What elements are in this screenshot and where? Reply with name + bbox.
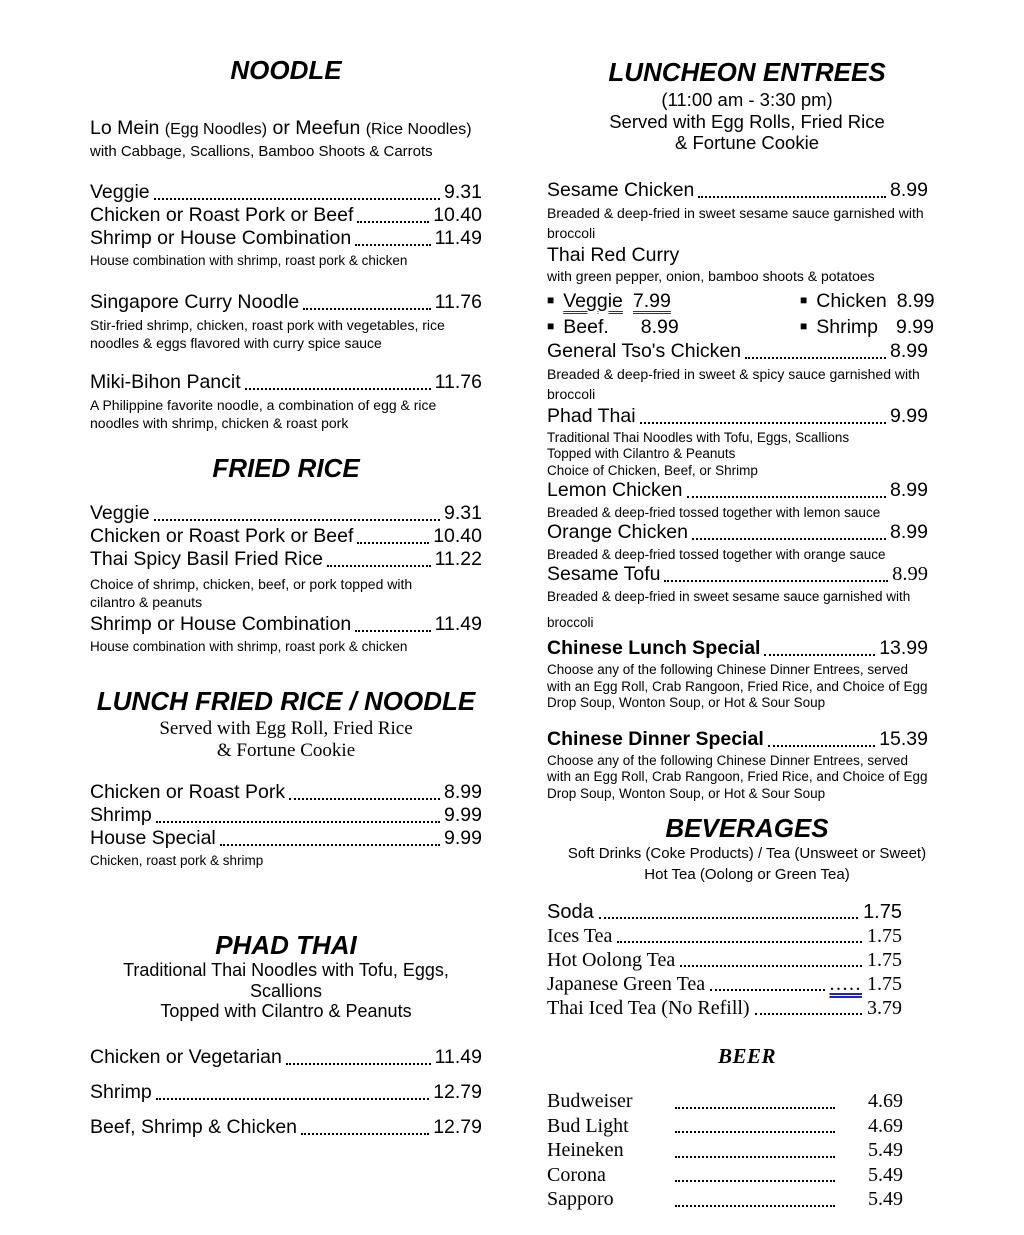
dot-leader [303,308,430,310]
menu-item-row [90,181,482,204]
item-price: 1.75 [867,949,902,971]
dot-leader [675,1205,835,1207]
section-luncheon-entrees [547,57,961,802]
item-price: 9.31 [444,502,482,524]
left-column [90,55,482,1139]
item-price: 1.75 [863,901,902,923]
menu-item-row [547,563,928,586]
subtitle-line: Scallions [249,980,323,1001]
note-line: with an Egg Roll, Crab Rangoon, Fried Rice, and Choice of Egg [547,678,928,694]
item-name: Sesame Chicken [547,178,695,201]
dot-leader [692,538,886,540]
bullet-square-icon: ■ [800,292,808,307]
beer-row [547,1114,903,1139]
menu-item-row [547,340,928,363]
intro-text: Lo Mein [90,117,165,139]
note-line: Drop Soup, Wonton Soup, or Hot & Sour Soup [547,695,826,710]
subtitle-line: & Fortune Cookie [675,132,819,153]
item-name: Bud Light [547,1114,629,1137]
phad-thai-section-subtitle [90,960,482,1022]
menu-item-row [90,227,482,250]
note-line: Chicken, roast pork & shrimp [90,853,264,868]
note-line: Stir-fried shrimp, chicken, roast pork with vegetables, rice [90,317,445,333]
dot-leader [710,989,824,991]
beer-row [547,1163,903,1188]
item-price: 11.49 [434,1045,482,1068]
menu-item-row [547,479,928,502]
item-note [547,364,961,405]
dot-leader [154,519,440,521]
item-name: Chicken or Roast Pork or Beef [90,525,354,547]
menu-item-row [90,1046,482,1069]
section-beverages [547,813,961,1020]
item-price: 8.99 [890,178,928,201]
subtitle-line: Served with Egg Roll, Fried Rice [159,718,413,739]
option-name: Beef. [563,315,609,338]
item-name: Shrimp or House Combination [90,613,352,635]
item-price: 1.75 [867,925,902,947]
item-note [90,252,482,269]
note-line: House combination with shrimp, roast pork & chicken [90,253,408,268]
note-line: Choose any of the following Chinese Dinner Entrees, served [547,662,908,677]
option-name: Veggie [563,289,623,312]
dot-leader [755,1013,862,1015]
item-note [90,852,482,869]
dot-leader [768,745,875,747]
item-name: Singapore Curry Noodle [90,291,300,313]
item-price: 15.39 [879,727,928,750]
dot-leader [156,821,440,823]
note-line: Breaded & deep-fried tossed together with lemon sauce [547,505,881,520]
dot-leader [675,1107,835,1109]
note-line: Traditional Thai Noodles with Tofu, Eggs, Scallions [547,429,850,445]
item-name: Sapporo [547,1188,614,1210]
dot-leader [154,198,440,200]
luncheon-section-title: LUNCHEON ENTREES [608,57,886,87]
item-name: Soda [547,901,594,923]
beverages-section-subtitle [547,843,947,885]
dot-leader [640,422,887,424]
beer-row [547,1187,903,1212]
item-price: 4.69 [868,1114,903,1137]
subtitle-line: Served with Egg Rolls, Fried Rice [609,110,885,132]
section-lunch-fried-rice-noodle [90,686,482,869]
section-fried-rice [90,453,482,655]
item-name: Chinese Dinner Special [547,727,764,750]
item-name: House Special [90,827,216,849]
item-name: Lemon Chicken [547,479,683,501]
bullet-square-icon: ■ [547,318,555,333]
note-line: noodles with shrimp, chicken & roast pork [90,415,349,431]
dot-leader [664,580,888,582]
intro-paren: (Rice Noodles) [365,121,472,138]
fried-rice-section-title: FRIED RICE [212,453,360,483]
item-price: 11.22 [434,548,482,570]
dot-leader [357,221,429,223]
item-price: 8.99 [892,563,928,585]
luncheon-section-subtitle [547,89,947,154]
item-name: Veggie [90,502,150,524]
item-name: Phad Thai [547,404,636,427]
option-price: 8.99 [896,289,935,312]
menu-item-row [90,1081,482,1104]
beverage-row [547,972,902,996]
dot-leader [355,630,430,632]
item-name: Hot Oolong Tea [547,949,676,971]
note-line: Topped with Cilantro & Peanuts [547,446,736,461]
item-name: Shrimp [90,1080,152,1103]
item-price: 11.49 [434,613,482,635]
note-line: Breaded & deep-fried in sweet sesame sauce garnished with [547,204,924,221]
item-price: 12.79 [433,1080,482,1103]
section-phad-thai [90,930,482,1139]
noodle-intro-subline: with Cabbage, Scallions, Bamboo Shoots & Carrots [90,143,433,160]
note-line: with green pepper, onion, bamboo shoots & potatoes [547,267,875,284]
dot-leader [289,798,440,800]
dot-leader [675,1180,835,1182]
veggie-option-link[interactable] [563,288,671,314]
item-price: 5.49 [868,1188,903,1210]
menu-item-row [547,637,928,660]
item-price: 8.99 [890,479,928,501]
subtitle-line: Hot Tea (Oolong or Green Tea) [644,866,850,883]
item-price: 9.99 [444,827,482,849]
beer-row [547,1138,903,1163]
menu-item-row [547,728,928,751]
item-price: 8.99 [444,781,482,803]
noodle-intro-line [90,116,482,142]
item-name: Chicken or Roast Pork [90,781,286,803]
menu-item-row [90,502,482,525]
item-name: Veggie [90,181,150,203]
section-noodle [90,55,482,432]
note-line: Choose any of the following Chinese Dinner Entrees, served [547,752,908,768]
subtitle-line: & Fortune Cookie [216,740,356,761]
beverage-row [547,900,902,924]
item-name: Beef, Shrimp & Chicken [90,1115,298,1138]
option-price: 8.99 [640,315,679,338]
item-price: 11.49 [434,227,482,249]
curry-option-veggie [547,288,800,314]
item-note [547,430,961,480]
item-name: Sesame Tofu [547,563,661,585]
dot-leader [220,844,440,846]
item-note [547,504,961,521]
item-price: 10.40 [433,204,482,226]
note-line: Choice of Chicken, Beef, or Shrimp [547,462,758,478]
item-price: 11.76 [434,291,482,313]
item-price: 3.79 [867,997,902,1019]
menu-item-row [547,521,928,544]
item-price: 13.99 [879,637,928,659]
item-name: Shrimp or House Combination [90,227,352,249]
item-price: 5.49 [868,1139,903,1161]
right-column [547,57,961,1212]
item-name: Shrimp [90,804,152,826]
beverages-section-title: BEVERAGES [665,813,829,843]
dot-leader [764,654,875,656]
note-line: cilantro & peanuts [90,594,203,610]
dot-leader [156,1098,429,1100]
beverage-row [547,924,902,948]
menu-item-row [90,371,482,394]
subtitle-line: Traditional Thai Noodles with Tofu, Eggs, [123,960,449,980]
curry-options-grid [547,288,935,340]
subtitle-line: Soft Drinks (Coke Products) / Tea (Unsweet or Sweet) [567,845,927,862]
lunch-section-subtitle [90,718,482,762]
dot-leader [675,1156,835,1158]
menu-item-row [547,179,928,202]
beer-section-title: BEER [717,1044,777,1068]
note-line: Drop Soup, Wonton Soup, or Hot & Sour Soup [547,785,826,801]
dot-leader [245,388,431,390]
dot-leader [301,1133,429,1135]
dot-leader [617,941,862,943]
subtitle-line: (11:00 am - 3:30 pm) [661,89,833,110]
note-line: with an Egg Roll, Crab Rangoon, Fried Rice, and Choice of Egg [547,769,928,784]
item-note [547,267,961,285]
item-name: Thai Red Curry [547,243,680,266]
item-name: Heineken [547,1139,624,1161]
bullet-square-icon: ■ [800,318,808,333]
intro-text: or Meefun [267,117,366,139]
item-note [90,316,482,352]
curry-option-chicken [800,288,935,314]
dot-leader [357,542,429,544]
note-line: broccoli [547,615,594,630]
item-price: 8.99 [890,521,928,543]
lunch-section-title: LUNCH FRIED RICE / NOODLE [96,686,476,716]
item-price: 9.31 [444,181,482,203]
menu-item-row [90,804,482,827]
item-price: 5.49 [868,1163,903,1186]
item-name: Corona [547,1163,606,1186]
menu-item-row [547,405,928,428]
dot-leader [599,917,858,919]
item-price: 4.69 [868,1090,903,1112]
menu-item-row [90,827,482,850]
item-note [90,396,482,432]
dot-leader [698,196,886,198]
note-line: noodles & eggs flavored with curry spice sauce [90,335,382,351]
item-name: Budweiser [547,1090,633,1112]
item-name: General Tso's Chicken [547,339,742,362]
option-price: 9.99 [896,315,934,338]
item-price: 10.40 [433,525,482,547]
subtitle-line: Topped with Cilantro & Peanuts [160,1001,412,1021]
intro-paren: (Egg Noodles) [164,121,268,138]
dot-leader [355,244,430,246]
note-line: Choice of shrimp, chicken, beef, or pork topped with [90,576,413,592]
item-note [90,575,482,611]
item-name: Ices Tea [547,925,613,947]
underlined-dots-link[interactable]: ..... [829,973,862,995]
menu-item-row [547,244,928,267]
noodle-section-title: NOODLE [230,55,342,85]
item-name: Miki-Bihon Pancit [90,371,241,393]
item-name: Japanese Green Tea [547,973,706,995]
curry-option-shrimp [800,314,935,340]
item-note [547,753,961,803]
dot-leader [680,965,862,967]
beer-row [547,1089,903,1114]
item-price: 12.79 [433,1115,482,1138]
item-price: 9.99 [890,404,928,427]
dot-leader [675,1131,835,1133]
item-note [90,638,482,655]
option-name: Shrimp [816,315,879,338]
item-note [547,588,961,631]
item-note [547,662,961,712]
item-name: Orange Chicken [547,521,688,543]
note-line: broccoli [547,386,596,402]
section-beer [547,1044,961,1212]
note-line: Breaded & deep-fried in sweet & spicy sauce garnished with [547,365,920,382]
item-price: 1.75 [867,973,902,995]
bullet-square-icon: ■ [547,292,555,307]
menu-item-row [90,1116,482,1139]
beverage-row [547,948,902,972]
dot-leader [286,1063,431,1065]
option-price: 7.99 [632,289,671,312]
beverage-row [547,996,902,1020]
note-line: House combination with shrimp, roast pork & chicken [90,639,408,654]
menu-item-row [90,525,482,548]
dot-leader [687,496,887,498]
dot-leader [745,357,886,359]
item-note [547,203,961,244]
menu-item-row [90,781,482,804]
item-name: Chinese Lunch Special [547,637,761,659]
item-price: 8.99 [890,339,928,362]
item-price: 9.99 [444,804,482,826]
item-note [547,546,961,563]
note-line: broccoli [547,225,596,241]
item-name: Thai Spicy Basil Fried Rice [90,548,323,570]
note-line: Breaded & deep-fried in sweet sesame sauce garnished with [547,589,911,604]
menu-item-row [90,548,482,571]
note-line: Breaded & deep-fried tossed together with orange sauce [547,547,886,562]
phad-thai-section-title: PHAD THAI [215,930,357,960]
item-name: Chicken or Roast Pork or Beef [90,204,354,226]
menu-item-row [90,291,482,314]
item-name: Chicken or Vegetarian [90,1045,282,1068]
dot-leader [327,565,431,567]
note-line: A Philippine favorite noodle, a combination of egg & rice [90,397,437,413]
option-name: Chicken [816,289,887,312]
item-price: 11.76 [434,371,482,393]
curry-option-beef [547,314,800,340]
menu-item-row [90,613,482,636]
menu-item-row [90,204,482,227]
item-name: Thai Iced Tea (No Refill) [547,997,750,1019]
